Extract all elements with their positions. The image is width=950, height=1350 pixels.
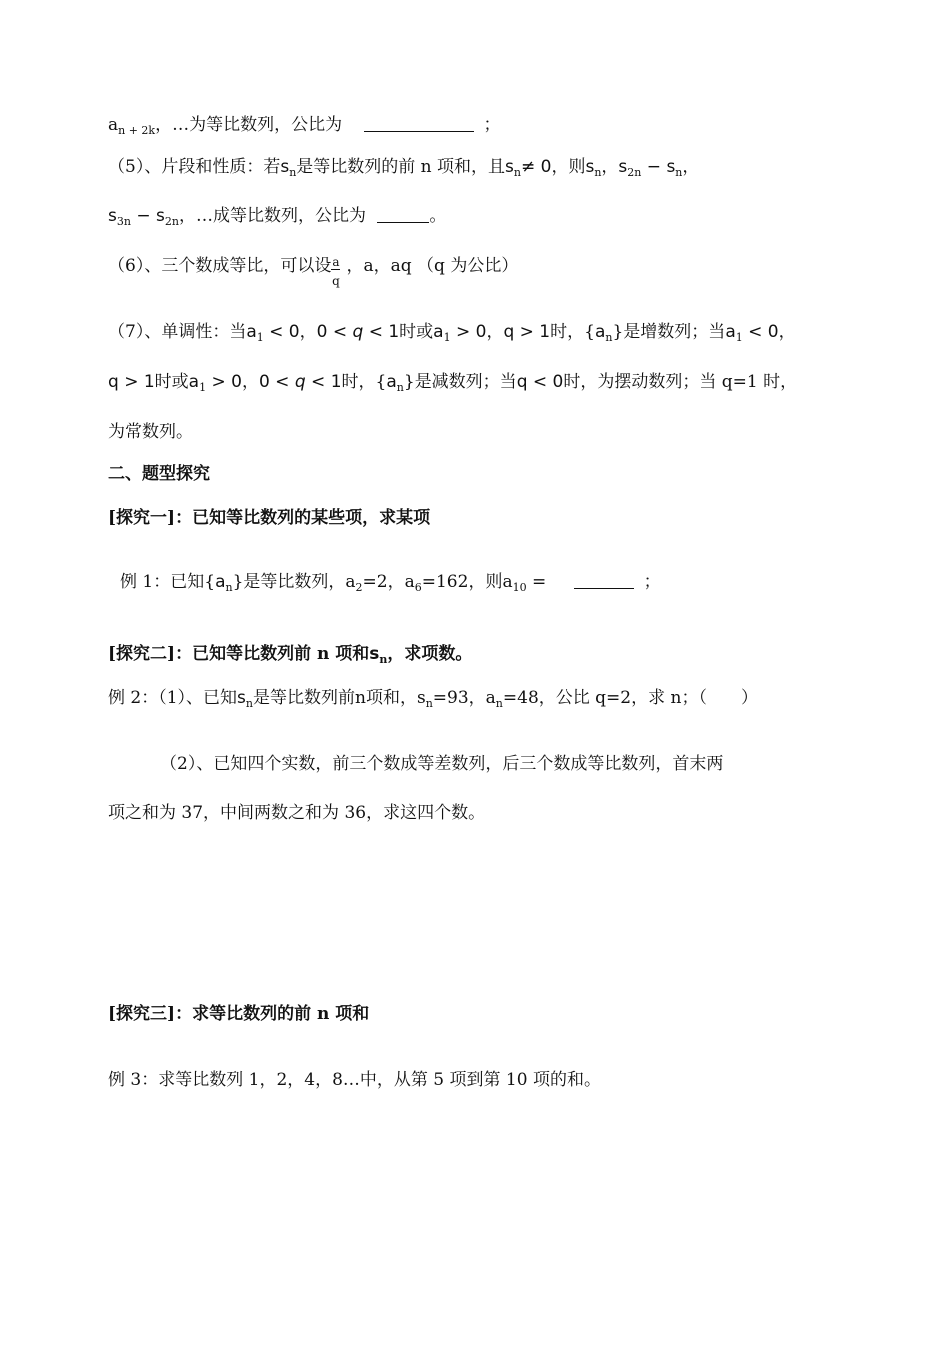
- subscript: 2: [355, 581, 363, 594]
- punctuation: 。: [429, 206, 447, 226]
- brace: }: [403, 372, 415, 392]
- subscript: n: [425, 697, 433, 710]
- var-s: s: [108, 206, 117, 226]
- var-q: q: [352, 322, 364, 342]
- subscript: n: [245, 697, 253, 710]
- subscript: 1: [199, 381, 207, 394]
- answer-blank[interactable]: [377, 206, 429, 223]
- line-text: ≠ 0，则: [521, 157, 586, 177]
- subscript: n: [594, 166, 602, 179]
- term-a: a: [108, 115, 119, 135]
- subscript: 6: [414, 581, 422, 594]
- subscript: n: [605, 331, 613, 344]
- fraction-a-over-q: [331, 255, 340, 288]
- subscript: 3n: [116, 215, 131, 228]
- inequality: q > 1: [503, 322, 551, 342]
- var-s: s: [237, 688, 246, 708]
- property-6-line: [108, 254, 518, 288]
- example-1: [120, 570, 661, 600]
- line-text: （5）、片段和性质：若: [108, 157, 281, 177]
- explore-2-heading: [108, 642, 472, 672]
- var-a: a: [215, 572, 226, 592]
- line-text: 时，: [341, 372, 376, 392]
- example-2-part-2-cont: 项之和为 37，中间两数之和为 36，求这四个数。: [108, 803, 486, 823]
- example-2-part-1: [108, 686, 758, 716]
- var-s: s: [280, 157, 290, 177]
- explore-1-heading: [探究一]：已知等比数列的某些项，求某项: [108, 508, 431, 528]
- subscript: n + 2k: [118, 124, 156, 137]
- inequality: < 1: [305, 372, 342, 392]
- var-a: a: [246, 322, 257, 342]
- inequality: q < 0: [516, 372, 564, 392]
- subscript: 10: [512, 581, 527, 594]
- line-text: （6）、三个数成等比，可以设: [108, 256, 332, 276]
- brace: {: [584, 322, 595, 342]
- line-text: =93，a: [432, 688, 496, 708]
- punctuation: ；: [643, 572, 661, 592]
- inequality: q > 1: [108, 372, 155, 392]
- answer-blank[interactable]: [574, 572, 634, 589]
- punctuation: ，: [682, 157, 700, 177]
- property-5-line: [108, 155, 699, 185]
- line-text: ，求项数。: [387, 644, 473, 664]
- var-s: s: [666, 157, 676, 177]
- property-5-cont-line: [108, 204, 446, 234]
- equals-sign: =: [526, 572, 552, 592]
- punctuation: ；: [483, 115, 501, 135]
- line-text: 时或: [154, 372, 189, 392]
- var-a: a: [433, 322, 444, 342]
- var-s: s: [618, 157, 628, 177]
- inequality: > 0，: [450, 322, 504, 342]
- line-text: 是等比数列前n项和，s: [253, 688, 426, 708]
- line-text: 时，为摆动数列；当 q=1 时，: [563, 372, 798, 392]
- line-text: 例 2：（1）、已知: [108, 688, 238, 708]
- line-text: 例 1：已知: [120, 572, 205, 592]
- example-3: 例 3：求等比数列 1，2，4，8…中，从第 5 项到第 10 项的和。: [108, 1070, 601, 1090]
- brace: {: [204, 572, 216, 592]
- var-a: a: [725, 322, 736, 342]
- property-7-cont-line: [108, 370, 797, 400]
- numerator: a: [332, 255, 340, 269]
- subscript: 1: [735, 331, 743, 344]
- var-s: s: [505, 157, 514, 177]
- var-a: a: [188, 372, 200, 392]
- line-text: （7）、单调性：当: [108, 322, 247, 342]
- section-heading: 二、题型探究: [108, 464, 210, 484]
- subscript: 2n: [164, 215, 179, 228]
- line-text: ，…为等比数列，公比为: [155, 115, 343, 135]
- subscript: n: [379, 653, 388, 666]
- brace: }: [612, 322, 624, 342]
- subscript: n: [289, 166, 297, 179]
- property-7-end-line: 为常数列。: [108, 422, 193, 442]
- var-a: a: [594, 322, 606, 342]
- minus-sign: −: [641, 157, 667, 177]
- line-text: =2，a: [362, 572, 415, 592]
- subscript: 1: [443, 331, 451, 344]
- var-s: s: [369, 644, 380, 664]
- line-text: 是增数列；当: [623, 322, 726, 342]
- var-q: q: [294, 372, 306, 392]
- subscript: n: [513, 166, 521, 179]
- line-text: =162，则a: [421, 572, 513, 592]
- subscript: n: [396, 381, 404, 394]
- brace: }: [232, 572, 244, 592]
- line-text: ，…成等比数列，公比为: [178, 206, 366, 226]
- line-text: 是减数列；当: [414, 372, 517, 392]
- subscript: 1: [256, 331, 264, 344]
- brace: {: [375, 372, 387, 392]
- example-2-part-2: （2）、已知四个实数，前三个数成等差数列，后三个数成等比数列，首末两: [160, 754, 724, 774]
- inequality: < 0，: [742, 322, 796, 342]
- subscript: 2n: [627, 166, 642, 179]
- inequality: > 0，0 <: [206, 372, 295, 392]
- property-4-tail-line: [108, 113, 501, 143]
- subscript: n: [225, 581, 233, 594]
- line-text: 是等比数列的前 n 项和，且: [296, 157, 506, 177]
- denominator: q: [332, 274, 340, 288]
- answer-blank[interactable]: [364, 115, 474, 132]
- line-text: 时或: [399, 322, 434, 342]
- explore-3-heading: [探究三]：求等比数列的前 n 项和: [108, 1004, 370, 1024]
- line-text: =48，公比 q=2，求 n；（ ）: [502, 688, 758, 708]
- punctuation: ，: [601, 157, 619, 177]
- subscript: n: [675, 166, 683, 179]
- property-7-line: [108, 320, 796, 350]
- subscript: n: [495, 697, 503, 710]
- var-a: a: [386, 372, 397, 392]
- minus-sign: −: [130, 206, 157, 226]
- var-s: s: [156, 206, 165, 226]
- inequality: < 1: [363, 322, 400, 342]
- line-text: 是等比数列，a: [243, 572, 356, 592]
- line-text: 时，: [550, 322, 585, 342]
- var-s: s: [585, 157, 595, 177]
- inequality: < 0，0 <: [263, 322, 353, 342]
- line-text: ，a，aq （q 为公比）: [346, 256, 519, 276]
- line-text: [探究二]：已知等比数列前 n 项和: [108, 644, 370, 664]
